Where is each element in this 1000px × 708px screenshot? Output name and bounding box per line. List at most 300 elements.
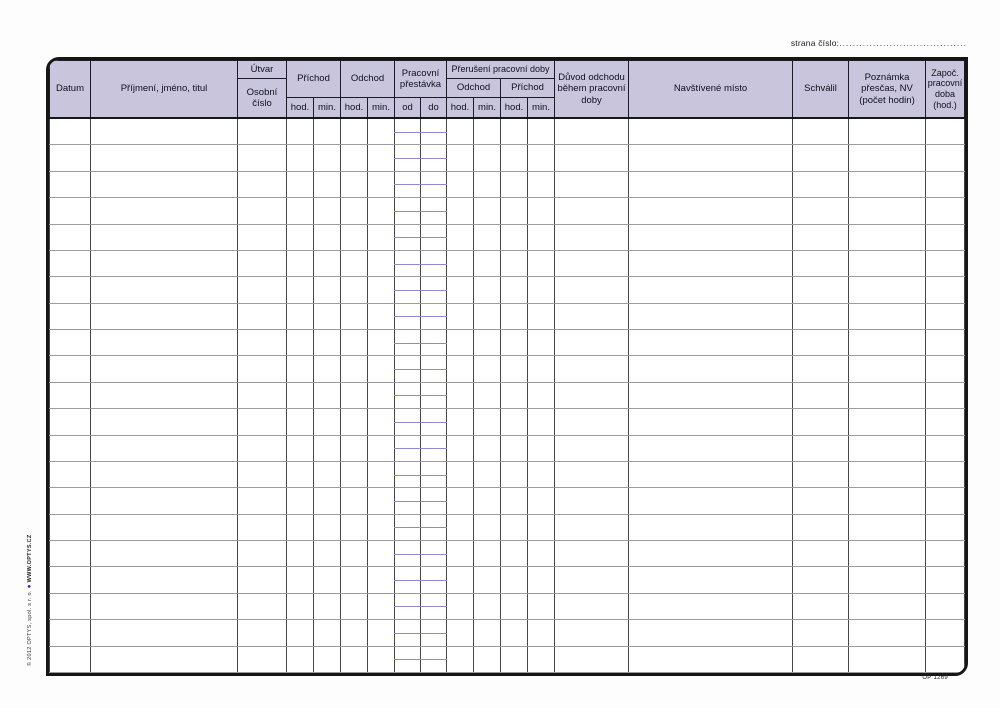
- body-cell-navstivene-misto: [629, 303, 793, 329]
- body-cell-odchod-hod: [341, 409, 368, 435]
- col-header-duvod: Důvod odchodu během pracovní doby: [555, 61, 629, 119]
- table-row: [50, 198, 965, 224]
- body-cell-prichod-hod: [287, 409, 314, 435]
- body-cell-odchod-hod: [341, 488, 368, 514]
- body-cell-prestavka-do: [421, 567, 447, 593]
- body-cell-duvod: [555, 145, 629, 171]
- body-cell-navstivene-misto: [629, 198, 793, 224]
- body-cell-preruseni-prichod-min: [528, 356, 555, 382]
- body-cell-osobni-cislo: [238, 514, 287, 540]
- body-cell-preruseni-prichod-hod: [501, 303, 528, 329]
- body-cell-odchod-min: [368, 646, 395, 672]
- body-cell-odchod-min: [368, 250, 395, 276]
- body-cell-schvalil: [793, 567, 849, 593]
- body-cell-prestavka-do: [421, 118, 447, 145]
- body-cell-duvod: [555, 171, 629, 197]
- body-cell-preruseni-prichod-hod: [501, 382, 528, 408]
- body-cell-osobni-cislo: [238, 620, 287, 646]
- body-cell-preruseni-prichod-hod: [501, 593, 528, 619]
- body-cell-odchod-hod: [341, 303, 368, 329]
- body-cell-prestavka-do: [421, 620, 447, 646]
- body-cell-odchod-min: [368, 145, 395, 171]
- body-cell-prichod-min: [314, 382, 341, 408]
- body-cell-preruseni-prichod-hod: [501, 224, 528, 250]
- body-cell-duvod: [555, 277, 629, 303]
- body-cell-osobni-cislo: [238, 435, 287, 461]
- body-cell-duvod: [555, 409, 629, 435]
- body-cell-prijmeni: [91, 593, 238, 619]
- body-cell-preruseni-prichod-hod: [501, 541, 528, 567]
- body-cell-preruseni-odchod-hod: [447, 356, 474, 382]
- body-cell-duvod: [555, 541, 629, 567]
- body-cell-datum: [50, 198, 91, 224]
- body-cell-preruseni-odchod-hod: [447, 567, 474, 593]
- body-cell-odchod-min: [368, 171, 395, 197]
- table-body: [50, 118, 965, 672]
- body-cell-odchod-min: [368, 461, 395, 487]
- body-cell-prijmeni: [91, 567, 238, 593]
- body-cell-preruseni-odchod-hod: [447, 224, 474, 250]
- body-cell-preruseni-odchod-hod: [447, 514, 474, 540]
- body-cell-prestavka-od: [395, 541, 421, 567]
- body-cell-poznamka: [849, 356, 926, 382]
- body-cell-odchod-min: [368, 514, 395, 540]
- body-cell-duvod: [555, 593, 629, 619]
- body-cell-schvalil: [793, 382, 849, 408]
- body-cell-duvod: [555, 118, 629, 145]
- body-cell-preruseni-prichod-hod: [501, 567, 528, 593]
- body-cell-navstivene-misto: [629, 461, 793, 487]
- body-cell-prichod-min: [314, 145, 341, 171]
- body-cell-prijmeni: [91, 224, 238, 250]
- body-cell-poznamka: [849, 620, 926, 646]
- body-cell-duvod: [555, 620, 629, 646]
- table-row: [50, 330, 965, 356]
- body-cell-prichod-hod: [287, 488, 314, 514]
- body-cell-prestavka-od: [395, 330, 421, 356]
- body-cell-zapoc: [926, 646, 965, 672]
- body-cell-preruseni-prichod-min: [528, 567, 555, 593]
- body-cell-zapoc: [926, 303, 965, 329]
- body-cell-preruseni-prichod-min: [528, 593, 555, 619]
- body-cell-zapoc: [926, 409, 965, 435]
- body-cell-osobni-cislo: [238, 488, 287, 514]
- body-cell-datum: [50, 277, 91, 303]
- body-cell-prichod-hod: [287, 330, 314, 356]
- body-cell-schvalil: [793, 198, 849, 224]
- body-cell-poznamka: [849, 461, 926, 487]
- body-cell-preruseni-prichod-min: [528, 409, 555, 435]
- body-cell-poznamka: [849, 171, 926, 197]
- body-cell-prestavka-do: [421, 435, 447, 461]
- body-cell-schvalil: [793, 593, 849, 619]
- body-cell-navstivene-misto: [629, 620, 793, 646]
- body-cell-poznamka: [849, 541, 926, 567]
- body-cell-prichod-hod: [287, 171, 314, 197]
- body-cell-osobni-cislo: [238, 224, 287, 250]
- col-header-poznamka: Poznámka přesčas, NV (počet hodin): [849, 61, 926, 119]
- body-cell-prijmeni: [91, 461, 238, 487]
- body-cell-preruseni-odchod-min: [474, 382, 501, 408]
- table-row: [50, 409, 965, 435]
- body-cell-duvod: [555, 435, 629, 461]
- body-cell-prijmeni: [91, 435, 238, 461]
- body-cell-odchod-hod: [341, 118, 368, 145]
- body-cell-prichod-hod: [287, 303, 314, 329]
- body-cell-prestavka-do: [421, 593, 447, 619]
- body-cell-prestavka-od: [395, 488, 421, 514]
- body-cell-poznamka: [849, 646, 926, 672]
- body-cell-preruseni-prichod-min: [528, 646, 555, 672]
- body-cell-poznamka: [849, 409, 926, 435]
- body-cell-prestavka-od: [395, 303, 421, 329]
- body-cell-prijmeni: [91, 303, 238, 329]
- body-cell-datum: [50, 250, 91, 276]
- body-cell-preruseni-prichod-min: [528, 620, 555, 646]
- col-header-od: od: [395, 98, 421, 119]
- body-cell-preruseni-odchod-min: [474, 435, 501, 461]
- body-cell-datum: [50, 488, 91, 514]
- body-cell-poznamka: [849, 145, 926, 171]
- body-cell-preruseni-odchod-hod: [447, 646, 474, 672]
- body-cell-preruseni-prichod-hod: [501, 646, 528, 672]
- body-cell-prichod-min: [314, 461, 341, 487]
- page-number-line: [791, 38, 967, 48]
- body-cell-prichod-hod: [287, 461, 314, 487]
- body-cell-duvod: [555, 488, 629, 514]
- body-cell-preruseni-prichod-min: [528, 541, 555, 567]
- body-cell-prichod-min: [314, 303, 341, 329]
- body-cell-navstivene-misto: [629, 488, 793, 514]
- body-cell-preruseni-prichod-hod: [501, 620, 528, 646]
- body-cell-prestavka-do: [421, 409, 447, 435]
- body-cell-prestavka-do: [421, 541, 447, 567]
- col-header-min: min.: [368, 98, 395, 119]
- col-header-odchod: Odchod: [341, 61, 395, 98]
- body-cell-preruseni-odchod-hod: [447, 145, 474, 171]
- body-cell-prijmeni: [91, 198, 238, 224]
- body-cell-odchod-hod: [341, 593, 368, 619]
- col-header-preruseni-prichod: Příchod: [501, 79, 555, 98]
- body-cell-preruseni-odchod-min: [474, 224, 501, 250]
- body-cell-odchod-hod: [341, 541, 368, 567]
- body-cell-preruseni-odchod-min: [474, 620, 501, 646]
- body-cell-duvod: [555, 250, 629, 276]
- body-cell-preruseni-prichod-hod: [501, 409, 528, 435]
- body-cell-prestavka-od: [395, 277, 421, 303]
- body-cell-preruseni-prichod-hod: [501, 250, 528, 276]
- body-cell-preruseni-odchod-min: [474, 303, 501, 329]
- body-cell-duvod: [555, 224, 629, 250]
- col-header-hod: hod.: [287, 98, 314, 119]
- body-cell-poznamka: [849, 118, 926, 145]
- body-cell-poznamka: [849, 330, 926, 356]
- body-cell-prichod-hod: [287, 250, 314, 276]
- body-cell-datum: [50, 514, 91, 540]
- body-cell-odchod-min: [368, 541, 395, 567]
- body-cell-odchod-hod: [341, 277, 368, 303]
- body-cell-odchod-min: [368, 382, 395, 408]
- body-cell-preruseni-odchod-hod: [447, 277, 474, 303]
- table-row: [50, 567, 965, 593]
- body-cell-prijmeni: [91, 118, 238, 145]
- body-cell-duvod: [555, 356, 629, 382]
- body-cell-osobni-cislo: [238, 250, 287, 276]
- col-header-hod: hod.: [501, 98, 528, 119]
- body-cell-osobni-cislo: [238, 541, 287, 567]
- body-cell-odchod-hod: [341, 382, 368, 408]
- body-cell-prichod-min: [314, 277, 341, 303]
- body-cell-poznamka: [849, 567, 926, 593]
- body-cell-prestavka-do: [421, 461, 447, 487]
- body-cell-preruseni-prichod-min: [528, 514, 555, 540]
- body-cell-prichod-min: [314, 118, 341, 145]
- body-cell-odchod-hod: [341, 250, 368, 276]
- body-cell-zapoc: [926, 620, 965, 646]
- body-cell-preruseni-prichod-hod: [501, 118, 528, 145]
- body-cell-preruseni-prichod-min: [528, 118, 555, 145]
- body-cell-odchod-hod: [341, 620, 368, 646]
- body-cell-schvalil: [793, 488, 849, 514]
- body-cell-preruseni-odchod-min: [474, 514, 501, 540]
- body-cell-odchod-min: [368, 303, 395, 329]
- body-cell-schvalil: [793, 461, 849, 487]
- body-cell-prijmeni: [91, 488, 238, 514]
- body-cell-duvod: [555, 303, 629, 329]
- body-cell-navstivene-misto: [629, 171, 793, 197]
- body-cell-prichod-min: [314, 409, 341, 435]
- body-cell-preruseni-odchod-hod: [447, 382, 474, 408]
- body-cell-preruseni-odchod-hod: [447, 303, 474, 329]
- body-cell-preruseni-prichod-hod: [501, 171, 528, 197]
- body-cell-zapoc: [926, 541, 965, 567]
- body-cell-navstivene-misto: [629, 593, 793, 619]
- body-cell-prijmeni: [91, 646, 238, 672]
- body-cell-zapoc: [926, 382, 965, 408]
- body-cell-prestavka-do: [421, 382, 447, 408]
- col-header-prijmeni: Příjmení, jméno, titul: [91, 61, 238, 119]
- body-cell-prestavka-do: [421, 303, 447, 329]
- attendance-table: [46, 57, 968, 676]
- body-cell-prijmeni: [91, 356, 238, 382]
- body-cell-datum: [50, 409, 91, 435]
- body-cell-prestavka-do: [421, 330, 447, 356]
- body-cell-navstivene-misto: [629, 145, 793, 171]
- body-cell-duvod: [555, 514, 629, 540]
- body-cell-prestavka-od: [395, 145, 421, 171]
- body-cell-prijmeni: [91, 145, 238, 171]
- body-cell-schvalil: [793, 330, 849, 356]
- body-cell-zapoc: [926, 435, 965, 461]
- body-cell-preruseni-prichod-hod: [501, 330, 528, 356]
- body-cell-schvalil: [793, 435, 849, 461]
- body-cell-preruseni-odchod-hod: [447, 541, 474, 567]
- body-cell-prestavka-od: [395, 118, 421, 145]
- col-header-hod: hod.: [341, 98, 368, 119]
- table-row: [50, 620, 965, 646]
- body-cell-navstivene-misto: [629, 541, 793, 567]
- copyright-text: © 2012 OPTYS, spol. s r. o.: [27, 588, 33, 666]
- body-cell-datum: [50, 620, 91, 646]
- body-cell-prichod-min: [314, 330, 341, 356]
- body-cell-prijmeni: [91, 409, 238, 435]
- body-cell-duvod: [555, 382, 629, 408]
- col-header-navstivene-misto: Navštívené místo: [629, 61, 793, 119]
- body-cell-prichod-hod: [287, 356, 314, 382]
- body-cell-prichod-min: [314, 488, 341, 514]
- body-cell-prestavka-od: [395, 593, 421, 619]
- body-cell-preruseni-prichod-hod: [501, 198, 528, 224]
- col-header-pracovni-prestavka: Pracovní přestávka: [395, 61, 447, 98]
- body-cell-odchod-hod: [341, 514, 368, 540]
- table-row: [50, 382, 965, 408]
- body-cell-schvalil: [793, 145, 849, 171]
- body-cell-schvalil: [793, 118, 849, 145]
- body-cell-osobni-cislo: [238, 567, 287, 593]
- body-cell-preruseni-odchod-hod: [447, 435, 474, 461]
- body-cell-preruseni-odchod-min: [474, 171, 501, 197]
- body-cell-prestavka-do: [421, 488, 447, 514]
- body-cell-zapoc: [926, 330, 965, 356]
- table-row: [50, 118, 965, 145]
- body-cell-datum: [50, 382, 91, 408]
- body-cell-prestavka-do: [421, 198, 447, 224]
- body-cell-preruseni-odchod-min: [474, 145, 501, 171]
- table-row: [50, 461, 965, 487]
- body-cell-zapoc: [926, 171, 965, 197]
- body-cell-navstivene-misto: [629, 250, 793, 276]
- body-cell-prestavka-do: [421, 171, 447, 197]
- body-cell-prichod-min: [314, 567, 341, 593]
- body-cell-prestavka-od: [395, 382, 421, 408]
- table-row: [50, 303, 965, 329]
- table-row: [50, 488, 965, 514]
- form-code: OP 1269: [922, 675, 948, 681]
- body-cell-poznamka: [849, 198, 926, 224]
- body-cell-prichod-hod: [287, 277, 314, 303]
- body-cell-datum: [50, 567, 91, 593]
- body-cell-preruseni-odchod-min: [474, 250, 501, 276]
- body-cell-odchod-hod: [341, 330, 368, 356]
- body-cell-prijmeni: [91, 620, 238, 646]
- body-cell-navstivene-misto: [629, 514, 793, 540]
- body-cell-poznamka: [849, 250, 926, 276]
- table-row: [50, 593, 965, 619]
- body-cell-prichod-hod: [287, 198, 314, 224]
- col-header-min: min.: [314, 98, 341, 119]
- body-cell-preruseni-odchod-min: [474, 593, 501, 619]
- body-cell-zapoc: [926, 198, 965, 224]
- body-cell-schvalil: [793, 250, 849, 276]
- body-cell-odchod-min: [368, 567, 395, 593]
- col-header-hod: hod.: [447, 98, 474, 119]
- body-cell-prestavka-od: [395, 435, 421, 461]
- body-cell-prestavka-od: [395, 646, 421, 672]
- body-cell-odchod-min: [368, 198, 395, 224]
- body-cell-prijmeni: [91, 250, 238, 276]
- body-cell-navstivene-misto: [629, 330, 793, 356]
- body-cell-preruseni-prichod-min: [528, 198, 555, 224]
- page-number-dotted-leader: ......................................: [839, 38, 967, 48]
- attendance-grid: [49, 60, 965, 673]
- body-cell-prestavka-do: [421, 277, 447, 303]
- body-cell-prichod-min: [314, 224, 341, 250]
- body-cell-prijmeni: [91, 171, 238, 197]
- body-cell-prichod-hod: [287, 145, 314, 171]
- body-cell-osobni-cislo: [238, 145, 287, 171]
- body-cell-poznamka: [849, 435, 926, 461]
- col-header-schvalil: Schválil: [793, 61, 849, 119]
- body-cell-prichod-hod: [287, 382, 314, 408]
- body-cell-osobni-cislo: [238, 356, 287, 382]
- body-cell-prichod-min: [314, 541, 341, 567]
- body-cell-zapoc: [926, 461, 965, 487]
- body-cell-zapoc: [926, 356, 965, 382]
- body-cell-preruseni-prichod-hod: [501, 277, 528, 303]
- body-cell-datum: [50, 356, 91, 382]
- copyright-vertical-text: [26, 534, 33, 666]
- body-cell-prichod-min: [314, 198, 341, 224]
- body-cell-preruseni-prichod-min: [528, 330, 555, 356]
- body-cell-osobni-cislo: [238, 382, 287, 408]
- body-cell-preruseni-odchod-min: [474, 461, 501, 487]
- body-cell-schvalil: [793, 356, 849, 382]
- body-cell-preruseni-odchod-min: [474, 646, 501, 672]
- body-cell-datum: [50, 171, 91, 197]
- bullet-icon: ●: [26, 584, 33, 589]
- body-cell-poznamka: [849, 488, 926, 514]
- body-cell-preruseni-odchod-hod: [447, 171, 474, 197]
- body-cell-prichod-min: [314, 593, 341, 619]
- body-cell-preruseni-prichod-min: [528, 382, 555, 408]
- body-cell-osobni-cislo: [238, 646, 287, 672]
- table-row: [50, 514, 965, 540]
- body-cell-prichod-hod: [287, 646, 314, 672]
- body-cell-odchod-min: [368, 118, 395, 145]
- body-cell-navstivene-misto: [629, 118, 793, 145]
- body-cell-prijmeni: [91, 277, 238, 303]
- body-cell-odchod-hod: [341, 171, 368, 197]
- body-cell-osobni-cislo: [238, 330, 287, 356]
- body-cell-osobni-cislo: [238, 409, 287, 435]
- body-cell-prichod-hod: [287, 118, 314, 145]
- body-cell-odchod-min: [368, 330, 395, 356]
- body-cell-navstivene-misto: [629, 277, 793, 303]
- col-header-datum: Datum: [50, 61, 91, 119]
- body-cell-prestavka-do: [421, 224, 447, 250]
- body-cell-navstivene-misto: [629, 567, 793, 593]
- body-cell-prestavka-do: [421, 646, 447, 672]
- table-row: [50, 646, 965, 672]
- col-header-zapoc: Započ. pracovní doba (hod.): [926, 61, 965, 119]
- body-cell-prichod-hod: [287, 620, 314, 646]
- body-cell-preruseni-odchod-min: [474, 567, 501, 593]
- table-row: [50, 145, 965, 171]
- col-header-utvar: Útvar: [238, 61, 287, 79]
- body-cell-preruseni-odchod-hod: [447, 118, 474, 145]
- body-cell-preruseni-prichod-min: [528, 224, 555, 250]
- body-cell-preruseni-odchod-hod: [447, 593, 474, 619]
- col-header-prichod: Příchod: [287, 61, 341, 98]
- table-row: [50, 541, 965, 567]
- body-cell-zapoc: [926, 277, 965, 303]
- body-cell-prestavka-od: [395, 250, 421, 276]
- body-cell-preruseni-prichod-min: [528, 303, 555, 329]
- table-row: [50, 277, 965, 303]
- body-cell-navstivene-misto: [629, 224, 793, 250]
- body-cell-odchod-min: [368, 435, 395, 461]
- body-cell-odchod-hod: [341, 356, 368, 382]
